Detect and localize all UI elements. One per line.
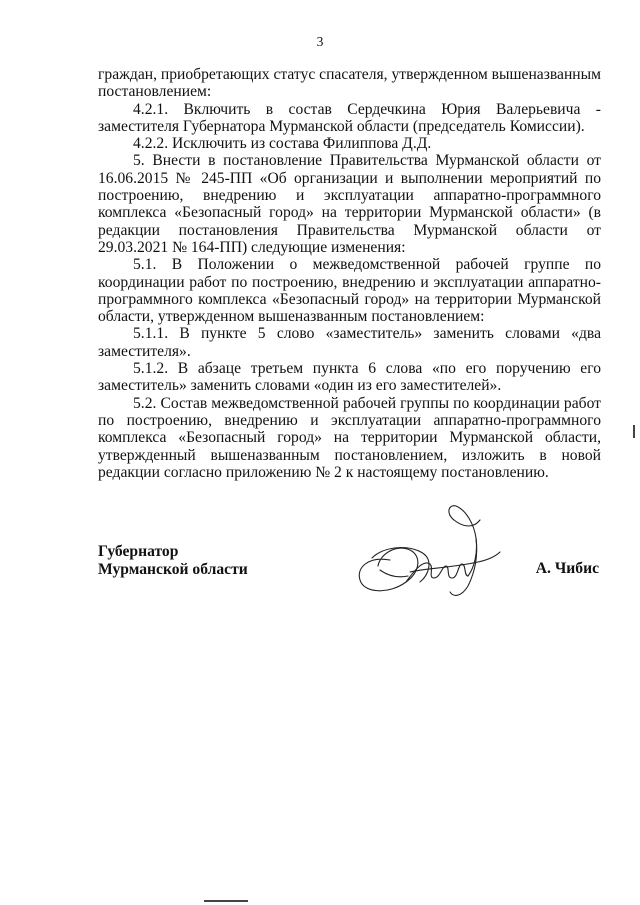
paragraph-5-2: 5.2. Состав межведомственной рабочей группы по координации работ по построению, внедрению и эксплуатации аппаратно-программного комплекса «Безопасный город» на территории Мурманской области, утвержденный вышеназванным постановлением, изложить в новой редакции согласно приложению № 2 к настоящему постановлению. [98,394,601,481]
paragraph-5-1-1: 5.1.1. В пункте 5 слово «заместитель» заменить словами «два заместителя». [98,325,601,360]
paragraph-5-1: 5.1. В Положении о межведомственной рабочей группе по координации работ по построению, внедрению и эксплуатации аппаратно-программного комплекса «Безопасный город» на территории Мурманской области, утвержденном вышеназванным постановлением: [98,256,601,326]
paragraph-continuation: граждан, приобретающих статус спасателя, утвержденном вышеназванным постановлением: [98,66,601,101]
paragraph-4-2-1: 4.2.1. Включить в состав Сердечкина Юрия Валерьевича - заместителя Губернатора Мурманской области (председатель Комиссии). [98,100,601,135]
footer-scan-mark [204,900,248,902]
signature-block [98,543,601,633]
document-body [98,66,601,481]
paragraph-4-2-2: 4.2.2. Исключить из состава Филиппова Д.Д. [133,135,432,153]
signer-title [98,543,248,578]
page-number: 3 [316,34,324,49]
signer-title-line-2: Мурманской области [98,560,248,578]
signer-name: А. Чибис [535,560,599,577]
margin-scan-mark [633,425,635,438]
paragraph-5-1-2: 5.1.2. В абзаце третьем пункта 6 слова «по его поручению его заместитель» заменить словами «один из его заместителей». [98,360,601,395]
paragraph-5: 5. Внести в постановление Правительства Мурманской области от 16.06.2015 № 245-ПП «Об организации и выполнении мероприятий по построению, внедрению и эксплуатации аппаратно-программного комплекса «Безопасный город» на территории Мурманской области» (в редакции постановления Правительства Мурманской области от 29.03.2021 № 164-ПП) следующие изменения: [98,152,601,256]
handwritten-signature [350,498,502,598]
signer-title-line-1: Губернатор [98,543,179,560]
